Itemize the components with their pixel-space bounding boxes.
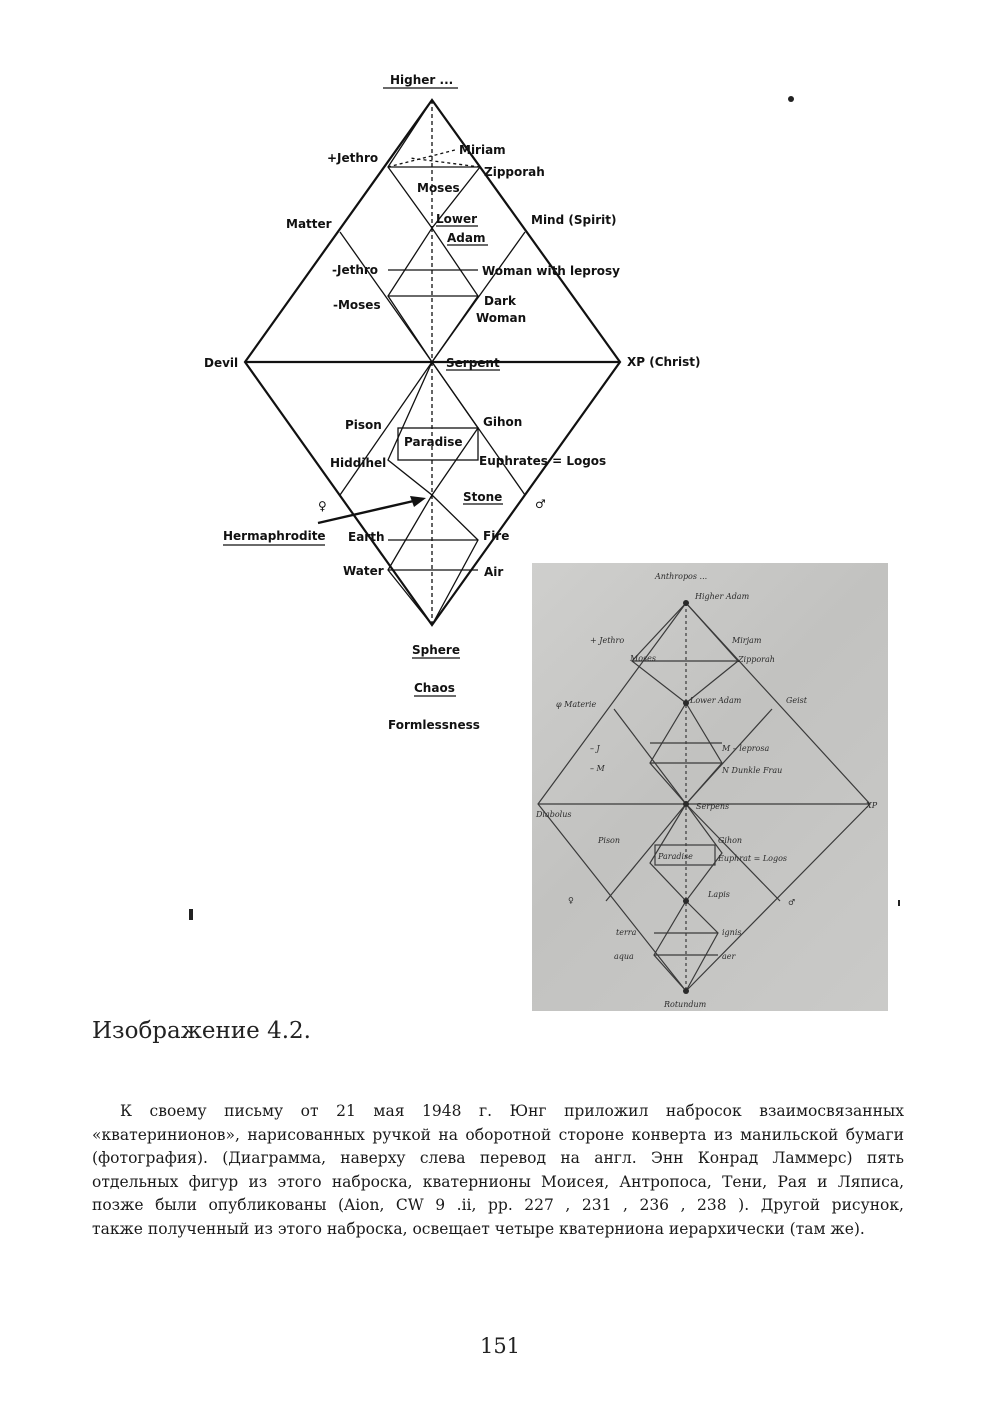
photo-label-top: Anthropos ... <box>655 572 708 581</box>
scan-speck <box>189 909 193 920</box>
photo-label-air: aer <box>722 952 736 961</box>
photo-label-pison: Pison <box>598 836 621 845</box>
label-jethro-minus: -Jethro <box>332 263 379 277</box>
venus-symbol: ♀ <box>318 499 327 513</box>
photo-label-minus-j: – J <box>590 744 600 753</box>
label-top-partial: Higher ... <box>390 73 454 87</box>
figure-caption: Изображение 4.2. <box>92 1018 311 1044</box>
photo-label-euphrates: Euphrat = Logos <box>718 854 788 863</box>
label-serpent: Serpent <box>446 356 500 370</box>
photo-label-dark-woman: N Dunkle Frau <box>722 766 783 775</box>
photo-label-matter: φ Materie <box>556 700 597 709</box>
photo-label-miriam: Mirjam <box>732 636 762 645</box>
label-xp-christ: XP (Christ) <box>627 355 701 369</box>
label-woman-leprosy: Woman with leprosy <box>482 264 620 278</box>
label-euphrates-logos: Euphrates = Logos <box>479 454 607 468</box>
sketch-drawing <box>532 563 888 1011</box>
photo-label-minus-m: – M <box>590 764 605 773</box>
hermaphrodite-arrow <box>318 500 418 523</box>
photo-label-jethro: + Jethro <box>590 636 625 645</box>
label-air: Air <box>484 565 504 579</box>
label-chaos: Chaos <box>414 681 455 695</box>
photo-venus-symbol: ♀ <box>568 896 574 905</box>
page-number: 151 <box>479 1334 521 1358</box>
label-matter: Matter <box>286 217 332 231</box>
label-water: Water <box>343 564 384 578</box>
label-woman: Woman <box>476 311 527 325</box>
label-miriam: Miriam <box>459 143 506 157</box>
sketch-photograph <box>532 563 888 1011</box>
label-paradise: Paradise <box>404 435 463 449</box>
photo-label-water: aqua <box>614 952 634 961</box>
photo-label-serpent: Serpens <box>696 802 730 811</box>
photo-label-gihon: Gihon <box>718 836 743 845</box>
label-stone: Stone <box>463 490 503 504</box>
paragraph-line: отдельных фигур из этого наброска, кватернионы Моисея, Антропоса, Тени, Рая и Ляписа, <box>92 1172 904 1191</box>
label-hermaphrodite: Hermaphrodite <box>223 529 326 543</box>
label-lower: Lower <box>436 212 478 226</box>
photo-label-devil: Diabolus <box>536 810 572 819</box>
label-moses: Moses <box>417 181 460 195</box>
photo-label-earth: terra <box>616 928 637 937</box>
label-formlessness: Formlessness <box>388 718 480 732</box>
label-adam: Adam <box>447 231 486 245</box>
photo-mars-symbol: ♂ <box>788 898 796 907</box>
paragraph-line: (фотография). (Диаграмма, наверху слева перевод на англ. Энн Конрад Ламмерс) пять <box>92 1149 904 1167</box>
photo-label-bottom: Rotundum <box>664 1000 707 1009</box>
arrow-head-icon <box>410 496 426 507</box>
scan-speck <box>898 900 900 906</box>
photo-label-paradise: Paradise <box>658 852 693 861</box>
label-hiddihel: Hiddihel <box>330 456 387 470</box>
photo-label-m-leprosa: M – leprosa <box>722 744 770 753</box>
label-earth: Earth <box>348 530 385 544</box>
paragraph-line: К своему письму от 21 мая 1948 г. Юнг приложил набросок взаимосвязанных <box>120 1102 904 1120</box>
paragraph-line: также полученный из этого наброска, освещает четыре кватерниона иерархически (там же). <box>92 1219 865 1238</box>
label-devil: Devil <box>204 356 239 370</box>
label-zipporah: Zipporah <box>484 165 545 179</box>
label-mind-spirit: Mind (Spirit) <box>531 213 617 227</box>
body-paragraph <box>92 1100 904 1241</box>
label-jethro-plus: +Jethro <box>327 151 379 165</box>
paragraph-line: «кватеринионов», нарисованных ручкой на оборотной стороне конверта из манильской бумаги <box>92 1125 904 1144</box>
label-pison: Pison <box>345 418 382 432</box>
photo-label-fire: ignis <box>722 928 742 937</box>
photo-label-higher: Higher Adam <box>695 592 750 601</box>
paragraph-line: позже были опубликованы (Aion, CW 9 .ii, pp. 227 , 231 , 236 , 238 ). Другой рисунок, <box>92 1196 904 1214</box>
label-fire: Fire <box>483 529 510 543</box>
photo-label-lapis: Lapis <box>708 890 730 899</box>
scan-speck <box>788 96 794 102</box>
label-sphere: Sphere <box>412 643 460 657</box>
label-dark: Dark <box>484 294 516 308</box>
photo-label-xp: XP <box>866 801 878 810</box>
photo-label-mind: Geist <box>786 696 808 705</box>
photo-label-moses: Moses <box>630 654 656 663</box>
label-moses-minus: -Moses <box>333 298 381 312</box>
mars-symbol: ♂ <box>535 497 546 511</box>
label-gihon: Gihon <box>483 415 523 429</box>
photo-label-lower-adam: Lower Adam <box>690 696 742 705</box>
photo-label-zipporah: Zipporah <box>738 655 775 664</box>
